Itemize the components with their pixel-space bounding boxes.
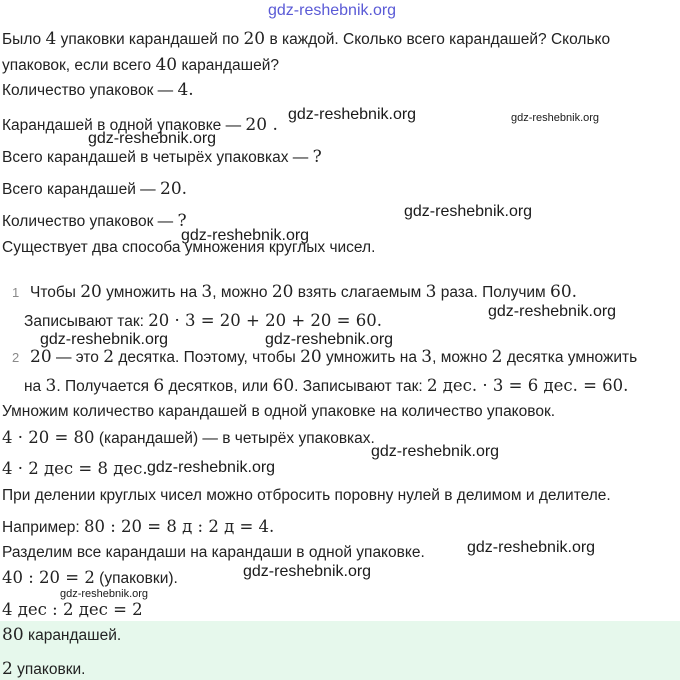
watermark-top: gdz-reshebnik.org <box>268 2 397 19</box>
watermark: gdz-reshebnik.org <box>467 539 596 556</box>
watermark: gdz-reshebnik.org <box>488 303 617 320</box>
method-2-line-1: 2 20 — это 2 десятка. Поэтому, чтобы 20 умножить на 3, можно 2 десятка умножить <box>12 347 638 367</box>
given-per-pack: Карандашей в одной упаковке — 20 . <box>2 115 278 135</box>
watermark: gdz-reshebnik.org <box>88 130 217 147</box>
watermark: gdz-reshebnik.org <box>404 203 533 220</box>
given-total-four: Всего карандашей в четырёх упаковках — ? <box>2 147 322 167</box>
solution-step-2-expr: 40 : 20 = 2 (упаковки). <box>2 568 178 587</box>
watermark: gdz-reshebnik.org <box>40 331 169 348</box>
list-marker-1: 1 <box>12 285 20 300</box>
watermark: gdz-reshebnik.org <box>371 443 500 460</box>
watermark: gdz-reshebnik.org <box>511 112 600 124</box>
watermark: gdz-reshebnik.org <box>243 563 372 580</box>
watermark: gdz-reshebnik.org <box>265 331 394 348</box>
solution-step-2: Разделим все карандаши на карандаши в одной упаковке. <box>2 544 425 561</box>
division-rule: При делении круглых чисел можно отбросить поровну нулей в делимом и делителе. <box>2 487 611 504</box>
watermark: gdz-reshebnik.org <box>181 227 310 244</box>
list-marker-2: 2 <box>12 350 20 365</box>
watermark: gdz-reshebnik.org <box>147 459 276 476</box>
answer-line-1: 80 карандашей. <box>2 625 122 645</box>
division-example: Например: 80 : 20 = 8 д : 2 д = 4. <box>2 517 275 536</box>
solution-step-1-dec: 4 · 2 дес = 8 дес. <box>2 459 148 478</box>
answer-line-2: 2 упаковки. <box>2 659 86 679</box>
problem-line-1: Было 4 упаковки карандашей по 20 в каждой. Сколько всего карандашей? Сколько <box>2 29 611 49</box>
watermark: gdz-reshebnik.org <box>60 588 149 600</box>
given-packs: Количество упаковок — 4. <box>2 80 194 100</box>
solution-step-2-dec: 4 дес : 2 дес = 2 <box>2 600 143 619</box>
method-1-line-1: 1 Чтобы 20 умножить на 3, можно 20 взять слагаемым 3 раза. Получим 60. <box>12 282 578 302</box>
theory-intro: Существует два способа умножения круглых чисел. <box>2 239 376 256</box>
given-packs-unknown: Количество упаковок — ? <box>2 211 187 231</box>
method-2-line-2: на 3. Получается 6 десятков, или 60. Записывают так: 2 дес. · 3 = 6 дес. = 60. <box>24 376 629 396</box>
method-1-line-2: Записывают так: 20 · 3 = 20 + 20 + 20 = 60. <box>24 311 382 330</box>
watermark: gdz-reshebnik.org <box>288 106 417 123</box>
solution-step-1: Умножим количество карандашей в одной упаковке на количество упаковок. <box>2 403 556 420</box>
given-total: Всего карандашей — 20. <box>2 179 188 199</box>
solution-step-1-expr: 4 · 20 = 80 (карандашей) — в четырёх упаковках. <box>2 428 375 447</box>
problem-line-2: упаковок, если всего 40 карандашей? <box>2 55 279 75</box>
